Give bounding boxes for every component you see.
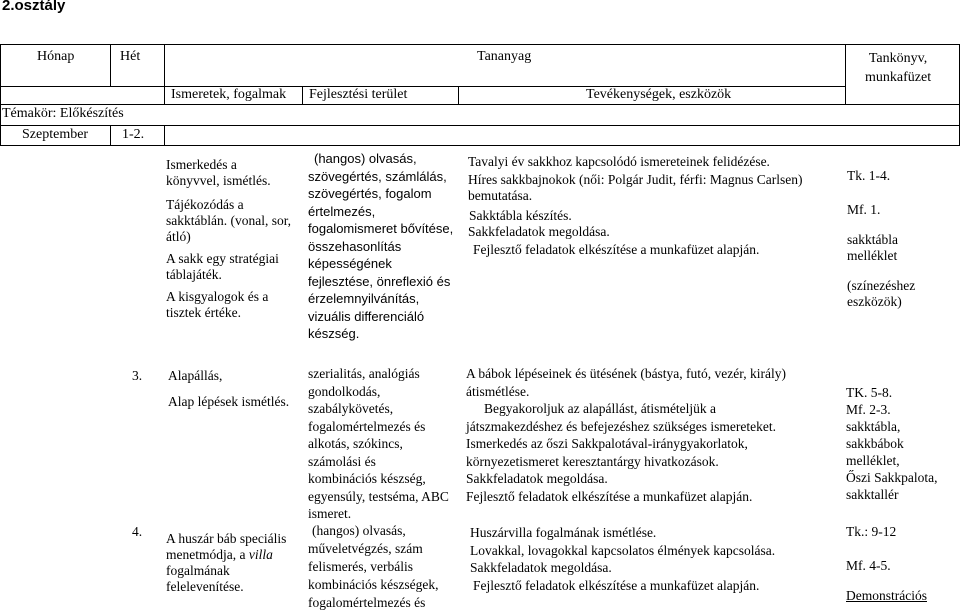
text-line: A bábok lépéseinek és ütésének (bástya, futó, vezér, király): [466, 366, 786, 381]
block2-week: 3.: [132, 368, 143, 383]
text-line: A kisgyalogok és a: [166, 289, 269, 304]
text-line: Huszárvilla fogalmának ismétlése.: [470, 525, 657, 540]
text-line: fogalomismeret bővítése,: [308, 221, 454, 236]
text-line: fogalmának: [166, 563, 230, 578]
col-line: [110, 125, 111, 146]
text-line: fogalomértelmezés és: [308, 418, 426, 434]
text-line: Tájékozódás a: [166, 197, 244, 212]
block2-textbook: [846, 384, 937, 503]
text-line: A huszár báb speciális: [166, 531, 287, 546]
header-textbook-line: Tankönyv,: [868, 51, 928, 66]
header-curriculum: Tananyag: [477, 49, 532, 64]
text-line: Híres sakkbajnokok (női: Polgár Judit, férfi: Magnus Carlsen): [468, 172, 803, 187]
col-line: [302, 86, 303, 105]
header-activities: Tevékenységek, eszközök: [586, 87, 732, 102]
text-line: vizuális differenciáló: [308, 308, 425, 324]
text-line: fejlesztése, önreflexió és: [308, 273, 451, 289]
text-line: sakktallér: [846, 487, 899, 502]
text-line: Mf. 1.: [847, 202, 881, 217]
text-line: Alap lépések ismétlés.: [168, 394, 290, 409]
block3-textbook: [846, 524, 927, 604]
text-line: gondolkodás,: [308, 383, 381, 399]
text-line: bemutatása.: [468, 188, 533, 203]
header-month: Hónap: [37, 49, 75, 64]
week-1-2: 1-2.: [122, 127, 145, 142]
block2-activities: [466, 365, 786, 505]
text-line: Fejlesztő feladatok elkészítése a munkafüzet alapján.: [473, 242, 760, 257]
text-line: szabálykövetés,: [308, 401, 394, 416]
text-line: kombinációs készségek,: [308, 577, 439, 592]
text-line: (hangos) olvasás,: [312, 523, 406, 538]
text-line: Őszi Sakkpalota,: [846, 470, 938, 485]
text-line: [166, 547, 286, 563]
block2-knowledge: [168, 368, 289, 410]
header-knowledge: Ismeretek, fogalmak: [171, 87, 287, 102]
text-line: szövegértés, fogalom: [308, 186, 432, 201]
text-line: Lovakkal, lovagokkal kapcsolatos élmények kapcsolása.: [470, 542, 776, 558]
table-top-border: [0, 44, 960, 45]
text-line: értelmezés,: [308, 203, 376, 219]
text-line: összehasonlítás: [308, 238, 402, 254]
text-line: könyvvel, ismétlés.: [166, 173, 271, 188]
text-line: Tavalyi év sakkhoz kapcsolódó ismereteinek felidézése.: [468, 154, 770, 169]
text-line: Begyakoroljuk az alapállást, átismételjük a: [484, 401, 717, 416]
text-line: fogalomértelmezés és: [308, 595, 426, 610]
text-line: Fejlesztő feladatok elkészítése a munkafüzet alapján.: [466, 488, 753, 504]
block1-activities: [468, 154, 802, 258]
text-line: alkotás, szókincs,: [308, 436, 403, 451]
text-line: Ismerkedés az őszi Sakkpalotával-iránygyakorlatok,: [466, 436, 748, 451]
text-line: felismerés, verbális: [308, 559, 413, 574]
text-line: (színezéshez: [847, 278, 916, 293]
text-line: Sakktábla készítés.: [469, 208, 572, 223]
text-line: tisztek értéke.: [166, 305, 241, 320]
text-line: eszközök): [847, 294, 902, 309]
block3-activities: [470, 524, 775, 594]
text-line: sakktáblán. (vonal, sor,: [166, 213, 292, 228]
text-line: Fejlesztő feladatok elkészítése a munkafüzet alapján.: [473, 577, 760, 593]
text-line: Tk.: 9-12: [846, 524, 897, 539]
text-line: TK. 5-8.: [846, 385, 893, 400]
col-line: [110, 44, 111, 86]
header-week: Hét: [120, 49, 141, 64]
text-line: készség.: [308, 326, 360, 341]
text-line: sakktábla,: [846, 419, 901, 434]
col-line: [164, 44, 165, 86]
text-line: egyensúly, testséma, ABC: [308, 488, 449, 504]
text-line: Mf. 4-5.: [846, 558, 891, 573]
block1-development: [308, 150, 453, 343]
text-line: Sakkfeladatok megoldása.: [466, 471, 608, 486]
topic-label: Témakör: Előkészítés: [2, 106, 124, 121]
text-line: felelevenítése.: [166, 579, 244, 594]
text-line: környezetismeret keresztantárgy hivatkozások.: [466, 453, 719, 469]
col-line: [164, 125, 165, 146]
text-line: szerialitás, analógiás: [308, 366, 420, 381]
text-line: sakktábla: [847, 232, 898, 247]
table-left-border: [0, 44, 1, 146]
text-line: Demonstrációs: [846, 588, 927, 603]
text-line: Mf. 2-3.: [846, 402, 891, 417]
text-line: (hangos) olvasás,: [314, 151, 417, 166]
row-line: [0, 145, 960, 146]
text-line: sakkbábok: [846, 436, 904, 451]
text-line: játszmakezdéshez és befejezéshez szükséges ismereteket.: [466, 418, 776, 434]
text-fragment: menetmódja, a: [166, 547, 249, 562]
text-fragment-italic: villa: [248, 547, 273, 562]
text-line: Sakkfeladatok megoldása.: [470, 560, 612, 575]
text-line: műveletvégzés, szám: [308, 541, 423, 556]
page-title: 2.osztály: [2, 0, 66, 14]
text-line: melléklet,: [846, 453, 900, 468]
text-line: Tk. 1-4.: [847, 168, 891, 183]
text-line: táblajáték.: [166, 267, 222, 282]
col-line: [458, 86, 459, 105]
block3-week: 4.: [132, 524, 143, 539]
header-textbook: [865, 49, 931, 87]
text-line: átismétlése.: [466, 383, 530, 399]
block1-knowledge: [166, 157, 291, 321]
col-line: [845, 44, 846, 105]
header-development: Fejlesztési terület: [309, 87, 408, 102]
col-line: [164, 86, 165, 105]
text-line: Ismerkedés a: [166, 157, 237, 172]
text-line: érzelemnyilvánítás,: [308, 291, 420, 306]
text-line: ismeret.: [308, 506, 352, 521]
text-line: szövegértés, számlálás,: [308, 168, 447, 184]
text-line: Sakkfeladatok megoldása.: [468, 224, 610, 239]
text-line: képességének: [308, 256, 392, 271]
text-line: átló): [166, 229, 191, 244]
block3-knowledge: [166, 531, 286, 595]
block1-textbook: [847, 168, 915, 310]
block3-development: [308, 522, 438, 612]
row-line: [0, 104, 960, 105]
block2-development: [308, 365, 449, 523]
text-line: számolási és: [308, 453, 376, 469]
text-line: melléklet: [847, 248, 898, 263]
row-line: [0, 125, 960, 126]
text-line: A sakk egy stratégiai: [166, 251, 279, 266]
text-line: Alapállás,: [168, 368, 223, 383]
month-september: Szeptember: [22, 127, 89, 142]
header-textbook-line: munkafüzet: [865, 70, 932, 85]
text-line: kombinációs készség,: [308, 471, 426, 486]
